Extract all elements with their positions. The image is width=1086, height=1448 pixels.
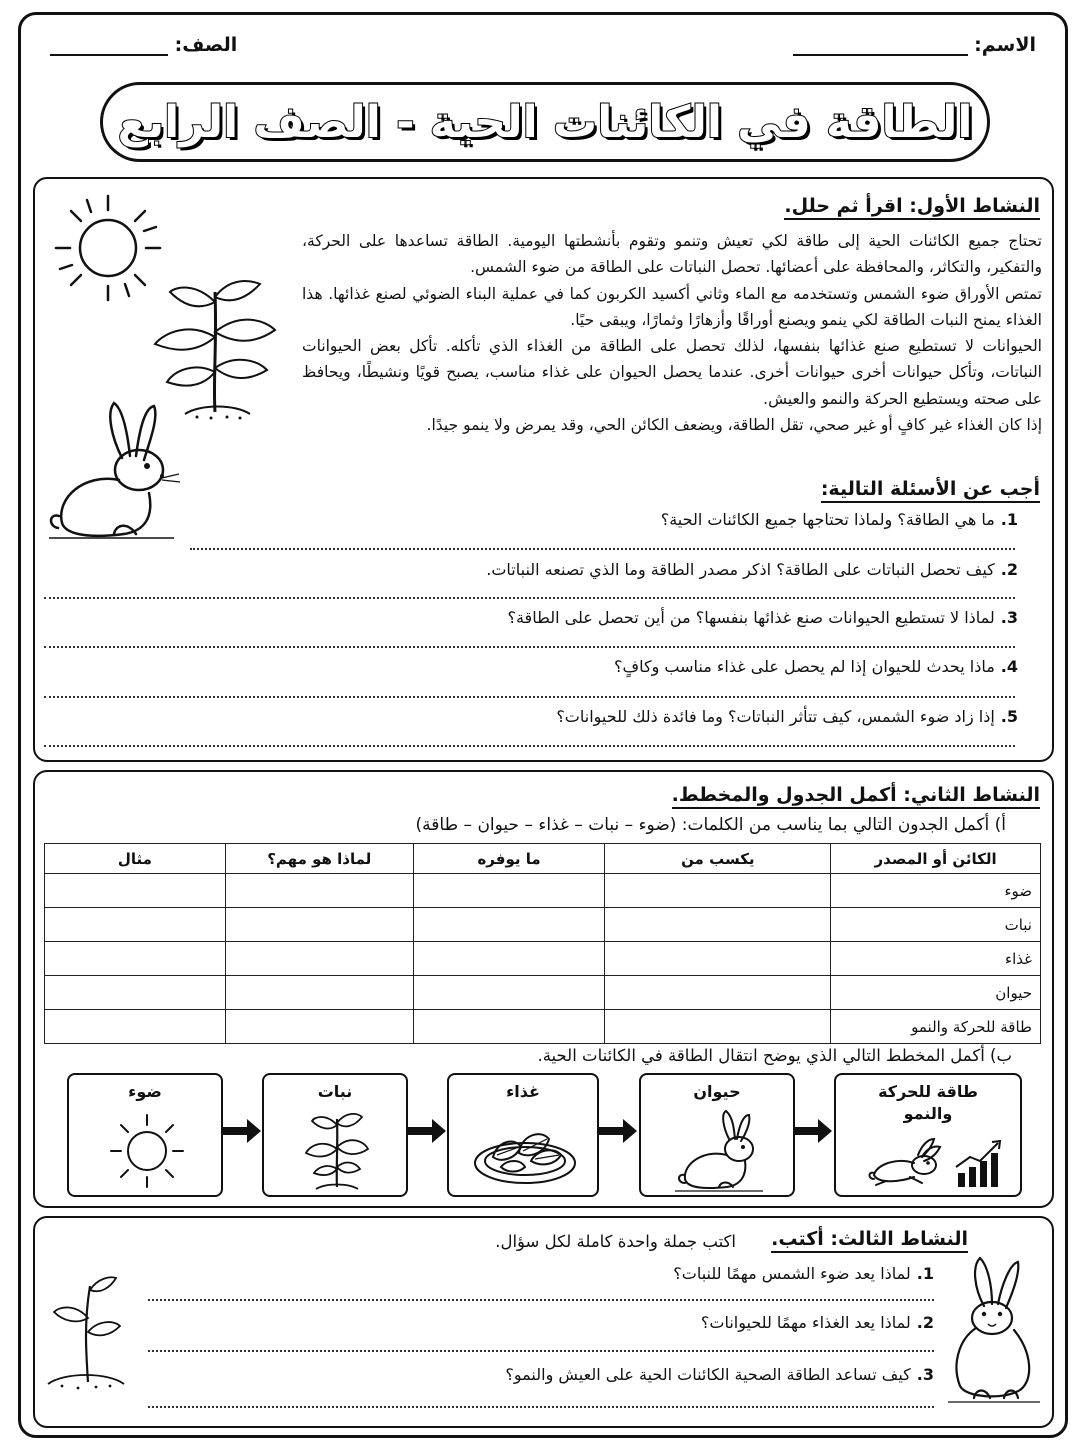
plant-icon: [38, 1272, 128, 1392]
question-1: 1.لماذا يعد ضوء الشمس مهمًا للنبات؟: [673, 1264, 934, 1283]
question-1: 1.ما هي الطاقة؟ ولماذا تحتاجها جميع الكائنات الحية؟: [660, 510, 1018, 529]
sun-icon: [107, 1111, 187, 1191]
answer-line[interactable]: [190, 548, 1015, 550]
flow-card-plant: نبات: [262, 1073, 408, 1197]
answer-line[interactable]: [44, 597, 1015, 599]
passage-paragraph: تحتاج جميع الكائنات الحية إلى طاقة لكي تعيش وتنمو وتقوم بأنشطتها اليومية. الطاقة تساعدها على الحركة، والتفكير، والتكاثر، والمحافظة على أعضائها. تحصل النباتات على الطاقة من ضوء الشمس.: [302, 232, 1042, 277]
part-b-instruction: ب) أكمل المخطط التالي الذي يوضح انتقال الطاقة في الكائنات الحية.: [537, 1046, 1012, 1065]
passage-paragraph: إذا كان الغذاء غير كافٍ أو غير صحي، تقل الطاقة، ويضعف الكائن الحي، وقد يمرض ولا ينمو جيدًا.: [426, 416, 1042, 435]
table-cell[interactable]: [225, 908, 413, 942]
table-header: مثال: [45, 844, 226, 874]
table-cell[interactable]: [225, 1010, 413, 1044]
flow-card-food: غذاء: [447, 1073, 599, 1197]
arrow-icon: [223, 1119, 261, 1143]
table-cell-source: ضوء: [831, 874, 1041, 908]
question-4: 4.ماذا يحدث للحيوان إذا لم يحصل على غذاء مناسب وكافٍ؟: [614, 657, 1018, 676]
table-row: [45, 874, 1041, 908]
answer-line[interactable]: [148, 1350, 934, 1352]
activity3-heading: النشاط الثالث: أكتب.: [771, 1228, 968, 1253]
table-header: الكائن أو المصدر: [831, 844, 1041, 874]
growth-chart-icon: [952, 1137, 1006, 1191]
table-cell-source: نبات: [831, 908, 1041, 942]
table-row: [45, 942, 1041, 976]
table-cell[interactable]: [413, 908, 605, 942]
table-cell[interactable]: [413, 942, 605, 976]
rabbit-icon: [671, 1109, 767, 1193]
table-row: [45, 976, 1041, 1010]
table-cell[interactable]: [45, 976, 226, 1010]
table-cell[interactable]: [225, 942, 413, 976]
table-cell-source: طاقة للحركة والنمو: [831, 1010, 1041, 1044]
part-a-instruction: أ) أكمل الجدون التالي بما يناسب من الكلمات: (ضوء – نبات – غذاء – حيوان – طاقة): [415, 815, 1006, 835]
table-cell-source: غذاء: [831, 942, 1041, 976]
passage-paragraph: الحيوانات لا تستطيع صنع غذائها بنفسها، لذلك تحصل على الطاقة من الغذاء الذي تأكله. تأكل بعض الحيوانات النباتات، وتأكل حيوانات أخرى حيوانات أخرى. عندما يحصل الحيوان على غذاء مناسب، يصبح قويًا ونشيطًا، ويحافظ على صحته ويستطيع الحركة والنمو والعيش.: [302, 337, 1042, 408]
plant-icon: [302, 1109, 372, 1193]
answer-line[interactable]: [44, 745, 1015, 747]
table-cell[interactable]: [413, 976, 605, 1010]
table-cell-source: حيوان: [831, 976, 1041, 1010]
question-2: 2.لماذا يعد الغذاء مهمًا للحيوانات؟: [700, 1313, 934, 1332]
answer-line[interactable]: [148, 1299, 934, 1301]
question-3: 3.كيف تساعد الطاقة الصحية الكائنات الحية على العيش والنمو؟: [505, 1365, 934, 1384]
table-cell[interactable]: [45, 942, 226, 976]
flow-card-animal: حيوان: [639, 1073, 795, 1197]
table-cell[interactable]: [605, 908, 831, 942]
table-cell[interactable]: [225, 976, 413, 1010]
name-field[interactable]: الاسم:: [793, 34, 1036, 56]
table-cell[interactable]: [413, 874, 605, 908]
table-cell[interactable]: [45, 908, 226, 942]
questions-heading: أجب عن الأسئلة التالية:: [821, 478, 1040, 503]
class-field[interactable]: الصف:: [50, 34, 237, 56]
table-header: ما يوفره: [413, 844, 605, 874]
page-title: الطاقة في الكائنات الحية - الصف الرابع: [100, 82, 990, 162]
answer-line[interactable]: [44, 646, 1015, 648]
table-header: يكسب من: [605, 844, 831, 874]
table-cell[interactable]: [413, 1010, 605, 1044]
table-cell[interactable]: [605, 1010, 831, 1044]
table-header-row: [45, 844, 1041, 874]
table-cell[interactable]: [605, 976, 831, 1010]
flow-card-energy: طاقة للحركة والنمو: [834, 1073, 1022, 1197]
activity1-passage: [302, 228, 1042, 438]
passage-paragraph: تمتص الأوراق ضوء الشمس وتستخدمه مع الماء وثاني أكسيد الكربون كما في عملية البناء الضوئي لصنع غذائها. هذا الغذاء يمنح النبات الطاقة لكي ينمو ويصنع أوراقًا وأزهارًا وثمارًا، ويبقى حيًا.: [302, 284, 1042, 329]
energy-table: [44, 843, 1041, 1044]
answer-line[interactable]: [148, 1406, 934, 1408]
rabbit-icon: [944, 1256, 1044, 1406]
arrow-icon: [794, 1119, 832, 1143]
question-5: 5.إذا زاد ضوء الشمس، كيف تتأثر النباتات؟ وما فائدة ذلك للحيوانات؟: [556, 707, 1018, 726]
table-cell[interactable]: [225, 874, 413, 908]
table-row: [45, 908, 1041, 942]
table-cell[interactable]: [45, 1010, 226, 1044]
activity3-instruction: اكتب جملة واحدة كاملة لكل سؤال.: [495, 1232, 736, 1251]
question-3: 3.لماذا لا تستطيع الحيوانات صنع غذائها بنفسها؟ من أين تحصل على الطاقة؟: [507, 608, 1018, 627]
activity1-heading: النشاط الأول: اقرأ ثم حلل.: [784, 195, 1040, 220]
food-plate-icon: [471, 1117, 579, 1189]
rabbit-icon: [44, 398, 184, 543]
table-cell[interactable]: [605, 942, 831, 976]
rabbit-icon: [866, 1137, 946, 1187]
activity2-heading: النشاط الثاني: أكمل الجدول والمخطط.: [672, 784, 1040, 809]
table-header: لماذا هو مهم؟: [225, 844, 413, 874]
arrow-icon: [599, 1119, 637, 1143]
table-cell[interactable]: [45, 874, 226, 908]
answer-line[interactable]: [44, 696, 1015, 698]
arrow-icon: [408, 1119, 446, 1143]
flow-card-light: ضوء: [67, 1073, 223, 1197]
table-cell[interactable]: [605, 874, 831, 908]
table-row: [45, 1010, 1041, 1044]
question-2: 2.كيف تحصل النباتات على الطاقة؟ اذكر مصدر الطاقة وما الذي تصنعه النباتات.: [486, 560, 1018, 579]
